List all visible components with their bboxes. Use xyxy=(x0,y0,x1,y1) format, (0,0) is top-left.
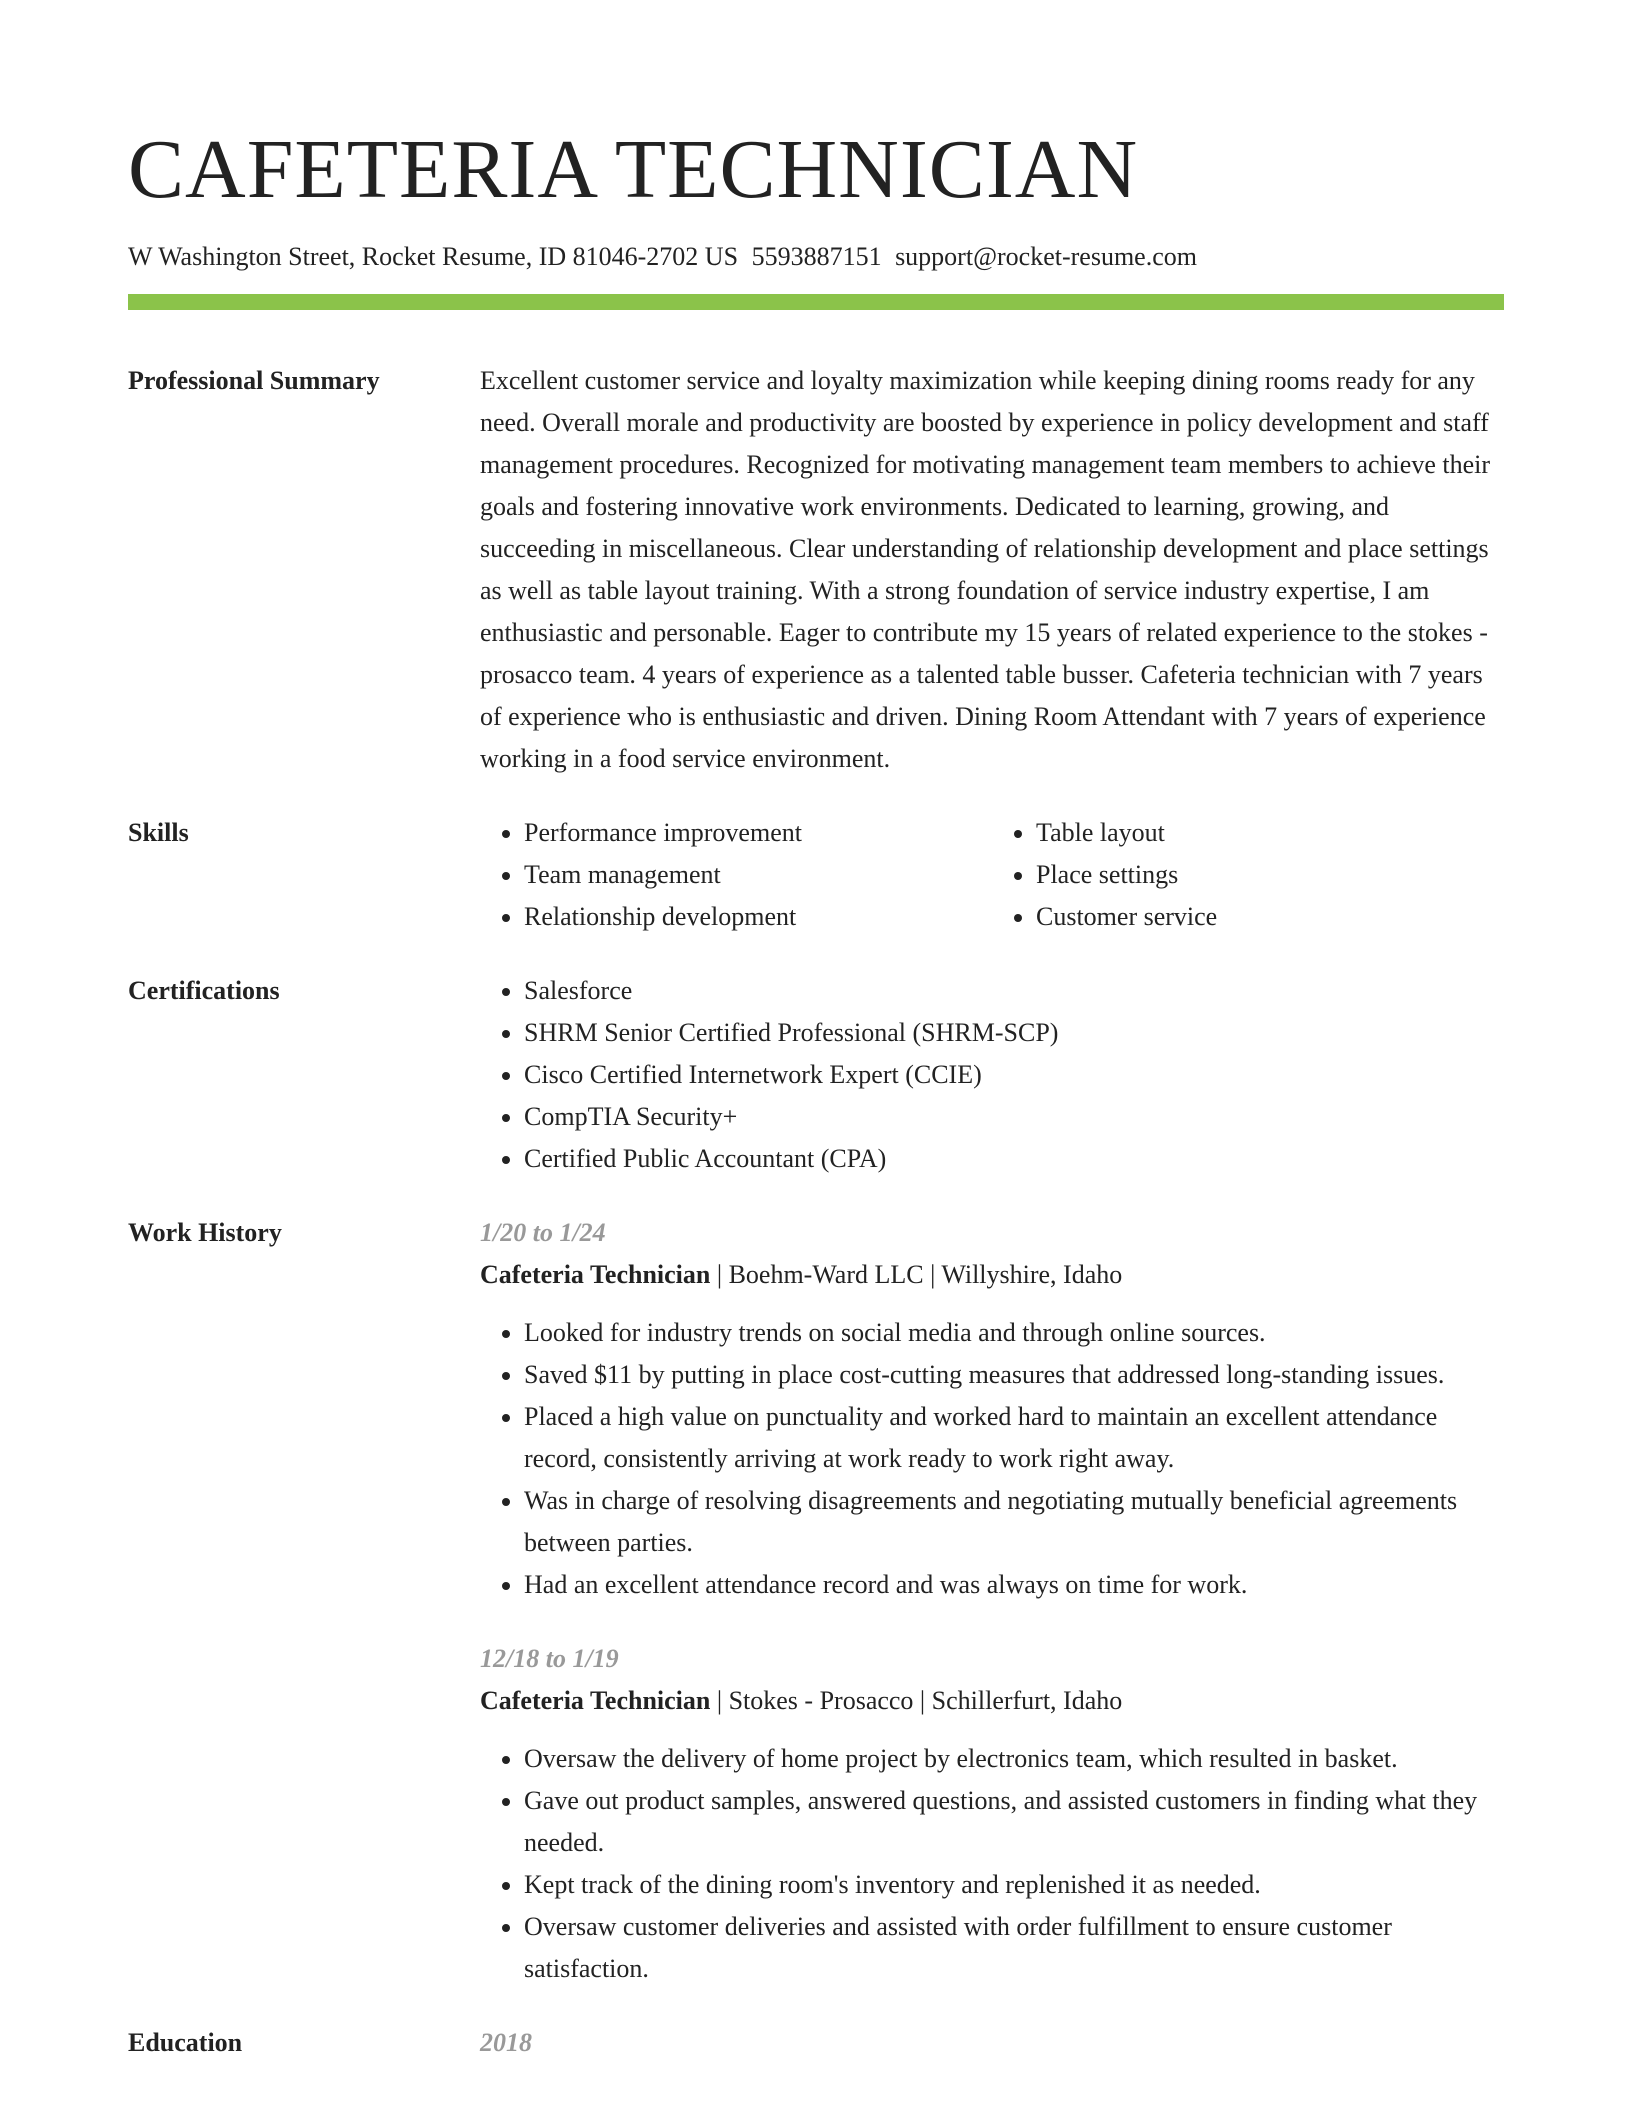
skill-item: • Relationship development xyxy=(524,896,992,938)
certifications-heading: Certifications xyxy=(128,976,280,1005)
job-bullet: • Kept track of the dining room's inventory and replenished it as needed. xyxy=(524,1864,1504,1906)
job-heading xyxy=(480,1680,1504,1722)
certifications-list xyxy=(480,970,1504,1180)
work-history-heading: Work History xyxy=(128,1218,282,1247)
education-heading: Education xyxy=(128,2028,243,2057)
certification-item: • Cisco Certified Internetwork Expert (CCIE) xyxy=(524,1054,1504,1096)
job-bullet: • Oversaw the delivery of home project by electronics team, which resulted in basket. xyxy=(524,1738,1504,1780)
certification-item: • SHRM Senior Certified Professional (SHRM-SCP) xyxy=(524,1012,1504,1054)
skills-section xyxy=(128,812,1504,938)
certification-item: • CompTIA Security+ xyxy=(524,1096,1504,1138)
job-entry xyxy=(480,1212,1504,1606)
contact-address: W Washington Street, Rocket Resume, ID 81046-2702 US xyxy=(128,242,739,271)
job-dates: 1/20 to 1/24 xyxy=(480,1218,606,1247)
header-divider xyxy=(128,294,1504,310)
skills-list-right xyxy=(992,812,1504,938)
job-bullet: • Looked for industry trends on social media and through online sources. xyxy=(524,1312,1504,1354)
job-bullet: • Placed a high value on punctuality and worked hard to maintain an excellent attendance record, consistently arriving at work ready to work right away. xyxy=(524,1396,1504,1480)
skill-item: • Table layout xyxy=(1036,812,1504,854)
job-bullets xyxy=(480,1738,1504,1990)
job-title: Cafeteria Technician xyxy=(480,1260,711,1289)
summary-body xyxy=(480,360,1504,780)
certifications-body xyxy=(480,970,1504,1180)
contact-line xyxy=(128,240,1504,274)
resume-page xyxy=(128,118,1504,2064)
job-bullet: • Saved $11 by putting in place cost-cutting measures that addressed long-standing issues. xyxy=(524,1354,1504,1396)
job-bullets xyxy=(480,1312,1504,1606)
education-section xyxy=(128,2022,1504,2064)
contact-phone: 5593887151 xyxy=(751,242,882,271)
certifications-section xyxy=(128,970,1504,1180)
job-title: Cafeteria Technician xyxy=(480,1686,711,1715)
job-entry xyxy=(480,1638,1504,1990)
skill-item: • Team management xyxy=(524,854,992,896)
education-dates: 2018 xyxy=(480,2028,532,2057)
job-company-location: | Stokes - Prosacco | Schillerfurt, Idaho xyxy=(710,1686,1123,1715)
resume-name: CAFETERIA TECHNICIAN xyxy=(128,123,1139,216)
job-company-location: | Boehm-Ward LLC | Willyshire, Idaho xyxy=(710,1260,1123,1289)
job-bullet: • Gave out product samples, answered questions, and assisted customers in finding what they needed. xyxy=(524,1780,1504,1864)
job-dates: 12/18 to 1/19 xyxy=(480,1644,619,1673)
summary-section xyxy=(128,360,1504,780)
certification-item: • Salesforce xyxy=(524,970,1504,1012)
job-bullet: • Had an excellent attendance record and was always on time for work. xyxy=(524,1564,1504,1606)
skills-heading: Skills xyxy=(128,818,189,847)
education-body xyxy=(480,2022,1504,2064)
skill-item: • Customer service xyxy=(1036,896,1504,938)
summary-text: Excellent customer service and loyalty maximization while keeping dining rooms ready for any need. Overall morale and productivity are boosted by experience in policy development and staff management procedures. Recognized for motivating management team members to achieve their goals and fostering innovative work environments. Dedicated to learning, growing, and succeeding in miscellaneous. Clear understanding of relationship development and place settings as well as table layout training. With a strong foundation of service industry expertise, I am enthusiastic and personable. Eager to contribute my 15 years of related experience to the stokes - prosacco team. 4 years of experience as a talented table busser. Cafeteria technician with 7 years of experience who is enthusiastic and driven. Dining Room Attendant with 7 years of experience working in a food service environment. xyxy=(480,366,1491,773)
skills-body xyxy=(480,812,1504,938)
work-history-body xyxy=(480,1212,1504,1990)
skill-item: • Performance improvement xyxy=(524,812,992,854)
job-bullet: • Oversaw customer deliveries and assisted with order fulfillment to ensure customer satisfaction. xyxy=(524,1906,1504,1990)
job-bullet: • Was in charge of resolving disagreements and negotiating mutually beneficial agreements between parties. xyxy=(524,1480,1504,1564)
skills-list-left xyxy=(480,812,992,938)
contact-email: support@rocket-resume.com xyxy=(895,242,1197,271)
certification-item: • Certified Public Accountant (CPA) xyxy=(524,1138,1504,1180)
work-history-section xyxy=(128,1212,1504,1990)
summary-heading: Professional Summary xyxy=(128,366,380,395)
job-heading xyxy=(480,1254,1504,1296)
skill-item: • Place settings xyxy=(1036,854,1504,896)
